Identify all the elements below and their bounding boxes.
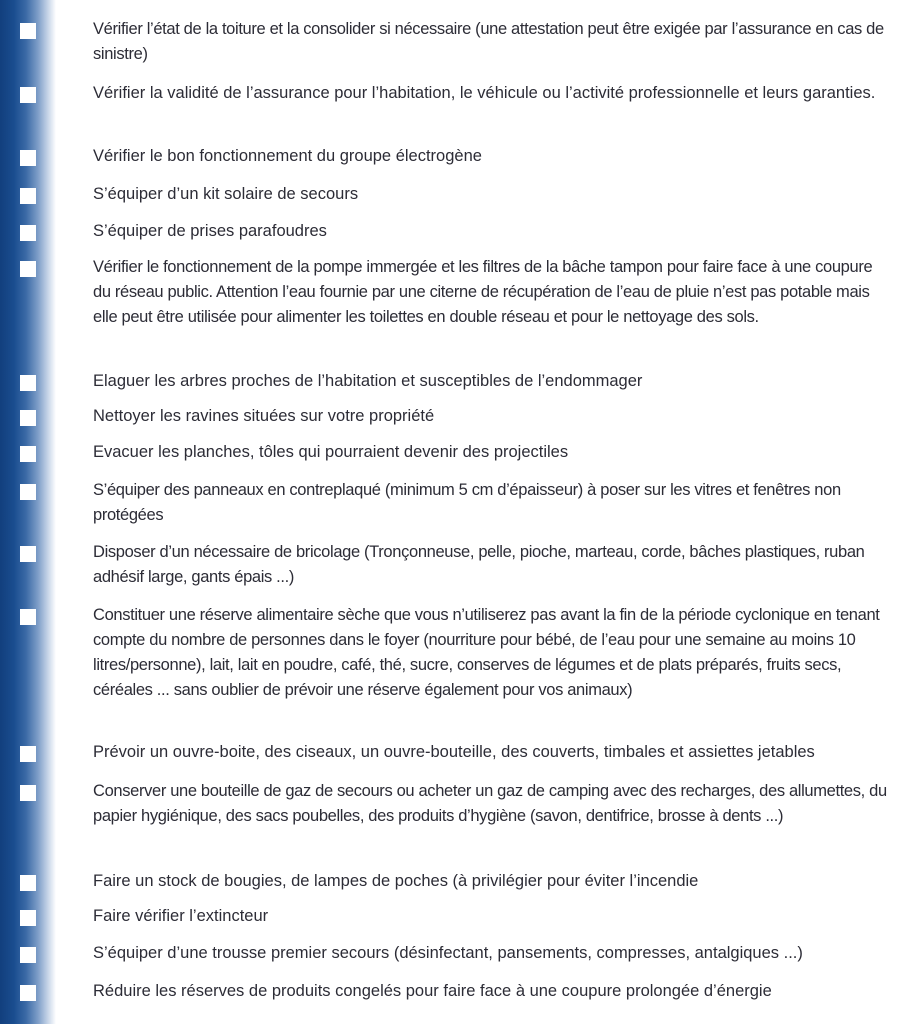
checklist-item-text: S’équiper de prises parafoudres bbox=[93, 222, 327, 240]
checklist-item-text: S’équiper d’un kit solaire de secours bbox=[93, 185, 359, 203]
checkbox[interactable] bbox=[20, 188, 36, 204]
checkbox[interactable] bbox=[20, 746, 36, 762]
checkbox[interactable] bbox=[20, 410, 36, 426]
checklist-item-text: Elaguer les arbres proches de l’habitation et susceptibles de l’endommager bbox=[93, 372, 643, 390]
checklist-item-text: S’équiper d’une trousse premier secours (désinfectant, pansements, compresses, antalgiques ...) bbox=[93, 944, 803, 962]
checkbox[interactable] bbox=[20, 23, 36, 39]
checklist-item-text: S’équiper des panneaux en contreplaqué (minimum 5 cm d’épaisseur) à poser sur les vitres et fenêtres non protégées bbox=[93, 481, 841, 524]
checkbox[interactable] bbox=[20, 375, 36, 391]
checklist-item-text: Constituer une réserve alimentaire sèche que vous n’utiliserez pas avant la fin de la période cyclonique en tenant compte du nombre de personnes dans le foyer (nourriture pour bébé, de l’eau pour une semaine au moins 10 litres/personne), lait, lait en poudre, café, thé, sucre, conserves de légumes et de plats préparés, fruits secs, céréales ... sans oublier de prévoir une réserve également pour vos animaux) bbox=[93, 606, 880, 699]
checklist-item-text: Vérifier l’état de la toiture et la consolider si nécessaire (une attestation peut être exigée par l’assurance en cas de sinistre) bbox=[93, 20, 884, 63]
checkbox[interactable] bbox=[20, 609, 36, 625]
checklist-item-text: Disposer d’un nécessaire de bricolage (Tronçonneuse, pelle, pioche, marteau, corde, bâches plastiques, ruban adhésif large, gants épais ...) bbox=[93, 543, 865, 586]
checkbox[interactable] bbox=[20, 225, 36, 241]
checklist-item-text: Réduire les réserves de produits congelés pour faire face à une coupure prolongée d’énergie bbox=[93, 982, 772, 1000]
checkbox[interactable] bbox=[20, 484, 36, 500]
checkbox[interactable] bbox=[20, 446, 36, 462]
checklist-item-text: Vérifier la validité de l’assurance pour l’habitation, le véhicule ou l’activité professionnelle et leurs garanties. bbox=[93, 84, 876, 102]
checklist-item-text: Evacuer les planches, tôles qui pourraient devenir des projectiles bbox=[93, 443, 569, 461]
checkbox[interactable] bbox=[20, 947, 36, 963]
checklist-item-text: Vérifier le fonctionnement de la pompe immergée et les filtres de la bâche tampon pour faire face à une coupure du réseau public. Attention l’eau fournie par une citerne de récupération de l’eau de pluie n’est pas potable mais elle peut être utilisée pour alimenter les toilettes en double réseau et pour le nettoyage des sols. bbox=[93, 258, 873, 326]
checklist-item-text: Faire un stock de bougies, de lampes de poches (à privilégier pour éviter l’incendie bbox=[93, 872, 699, 890]
checkbox[interactable] bbox=[20, 910, 36, 926]
checklist-item-text: Vérifier le bon fonctionnement du groupe électrogène bbox=[93, 147, 482, 165]
checklist-item-text: Nettoyer les ravines situées sur votre propriété bbox=[93, 407, 435, 425]
checklist-item-text: Faire vérifier l’extincteur bbox=[93, 907, 269, 925]
checkbox[interactable] bbox=[20, 261, 36, 277]
checkbox[interactable] bbox=[20, 875, 36, 891]
checklist-item-text: Prévoir un ouvre-boite, des ciseaux, un ouvre-bouteille, des couverts, timbales et assiettes jetables bbox=[93, 743, 815, 761]
checkbox[interactable] bbox=[20, 87, 36, 103]
checkbox[interactable] bbox=[20, 546, 36, 562]
checklist-item-text: Conserver une bouteille de gaz de secours ou acheter un gaz de camping avec des recharges, des allumettes, du papier hygiénique, des sacs poubelles, des produits d’hygiène (savon, dentifrice, brosse à dents ...) bbox=[93, 782, 887, 825]
checkbox[interactable] bbox=[20, 150, 36, 166]
checkbox[interactable] bbox=[20, 985, 36, 1001]
checkbox[interactable] bbox=[20, 785, 36, 801]
